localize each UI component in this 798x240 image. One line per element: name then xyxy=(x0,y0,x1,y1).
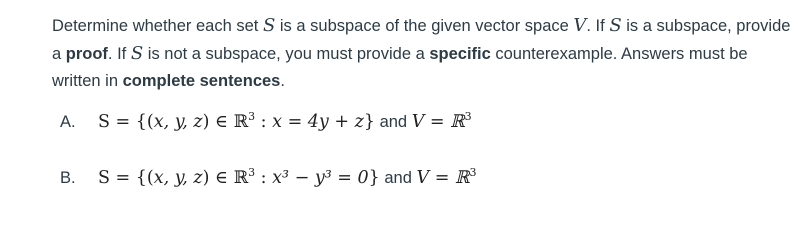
set-membership: ) ∈ ℝ xyxy=(202,112,249,132)
set-variables: x, y, z xyxy=(153,112,203,132)
instructions-text: is not a subspace, you must provide a xyxy=(143,45,430,63)
emphasis-complete-sentences: complete sentences xyxy=(122,72,281,90)
vector-space xyxy=(417,168,477,188)
vector-space xyxy=(412,112,472,132)
math-variable-v: V xyxy=(573,15,587,36)
set-colon: : xyxy=(255,112,273,132)
set-condition: x = 4y + z xyxy=(272,112,364,132)
set-colon: : xyxy=(255,168,273,188)
emphasis-specific: specific xyxy=(429,45,491,63)
set-lhs: S = {( xyxy=(98,112,154,132)
set-definition xyxy=(98,112,375,132)
problem-letter: A. xyxy=(60,113,76,131)
set-definition xyxy=(98,168,380,188)
vector-space-expression: V = ℝ xyxy=(411,112,465,132)
instructions-text: is a subspace, provide a xyxy=(52,17,791,63)
set-membership: ) ∈ ℝ xyxy=(202,168,249,188)
exponent: 3 xyxy=(469,166,477,179)
problem-letter: B. xyxy=(60,169,76,187)
math-variable-s: S xyxy=(262,15,276,36)
set-close: } xyxy=(368,168,380,188)
question-body xyxy=(52,12,792,95)
instructions-paragraph xyxy=(52,12,792,95)
set-lhs: S = {( xyxy=(98,168,154,188)
exponent: 3 xyxy=(248,110,256,123)
instructions-text: counterexample. Answers must be written in xyxy=(52,45,748,90)
instructions-text: . xyxy=(280,72,285,90)
instructions-text: . If xyxy=(107,45,131,63)
problem-b xyxy=(60,166,476,188)
set-close: } xyxy=(363,112,375,132)
instructions-text: . If xyxy=(586,17,610,35)
emphasis-proof: proof xyxy=(65,45,108,63)
instructions-text: Determine whether each set xyxy=(52,17,263,35)
problem-a xyxy=(60,110,472,132)
set-condition: x³ − y³ = 0 xyxy=(272,168,369,188)
math-variable-s: S xyxy=(609,15,622,36)
exponent: 3 xyxy=(464,110,472,123)
exponent: 3 xyxy=(248,166,256,179)
vector-space-expression: V = ℝ xyxy=(416,168,470,188)
conjunction-text: and xyxy=(379,113,408,131)
set-variables: x, y, z xyxy=(153,168,203,188)
conjunction-text: and xyxy=(384,169,412,187)
math-variable-s: S xyxy=(130,43,144,64)
instructions-text: is a subspace of the given vector space xyxy=(275,17,574,35)
